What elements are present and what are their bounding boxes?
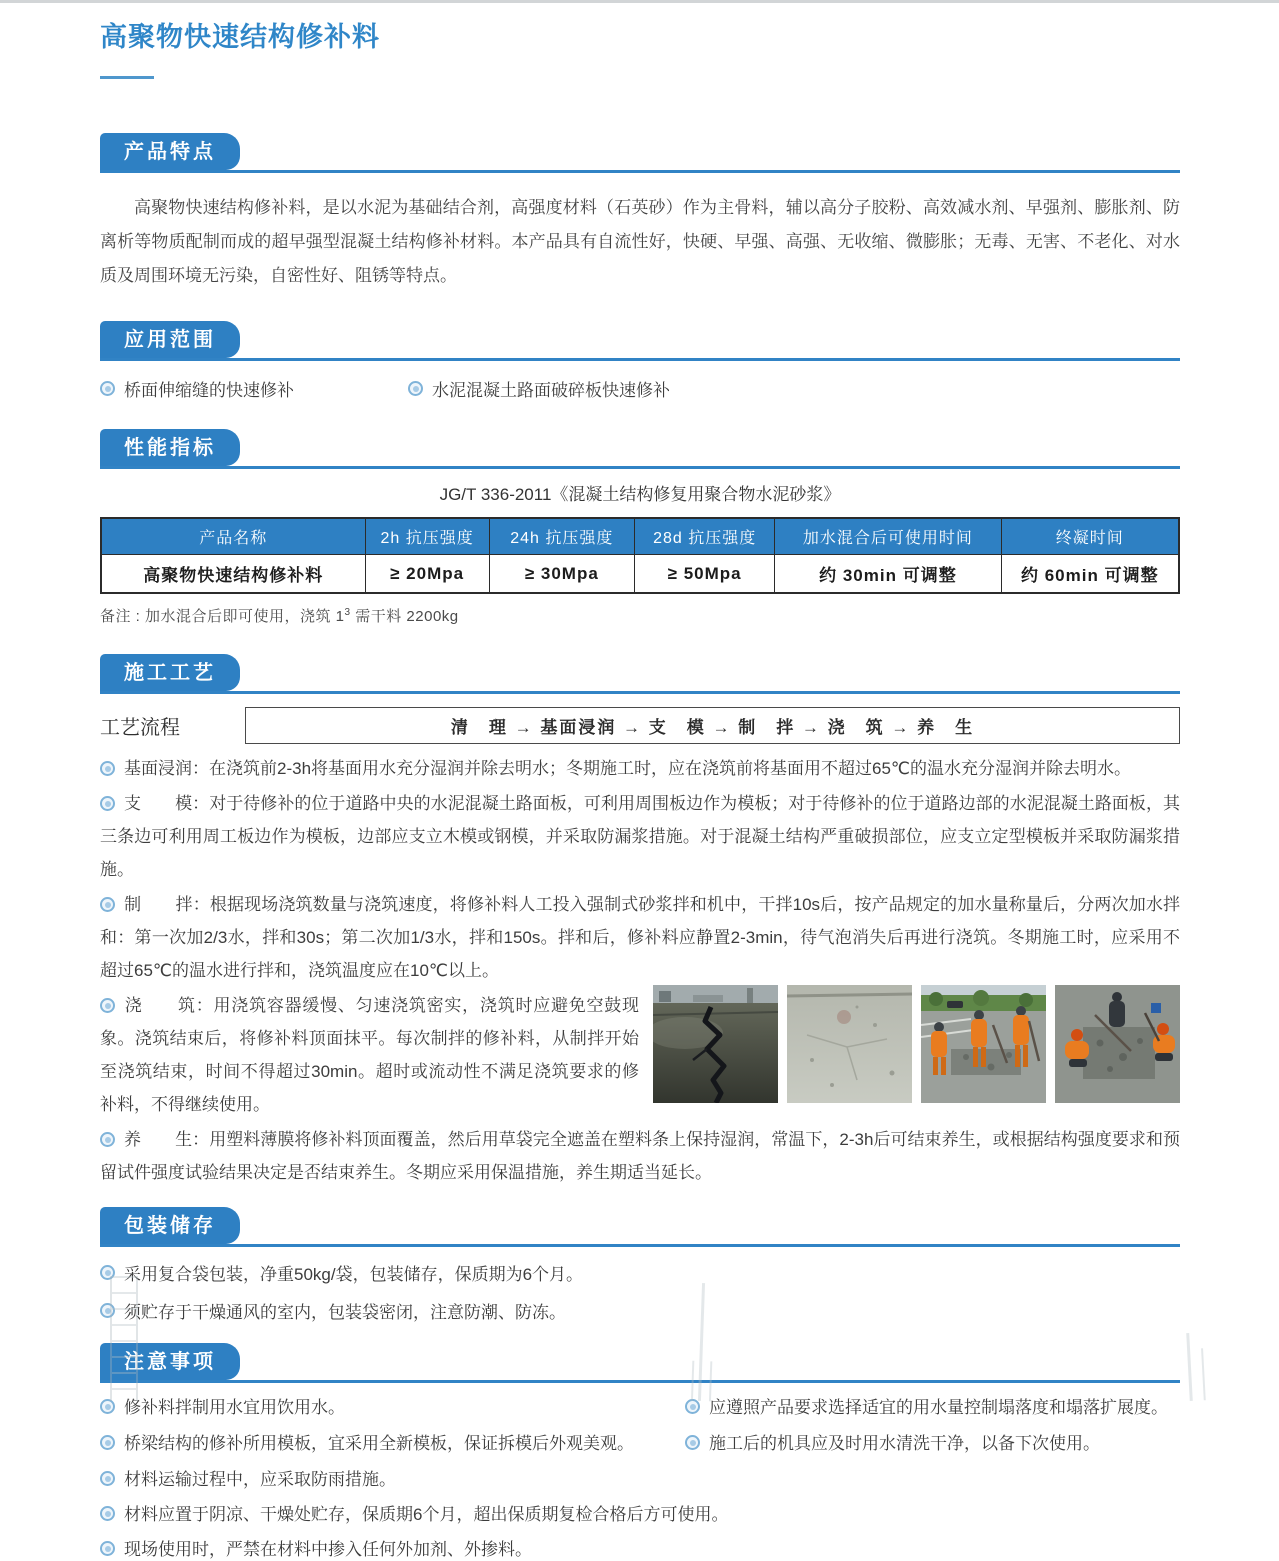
features-paragraph: 高聚物快速结构修补料，是以水泥为基础结合剂，高强度材料（石英砂）作为主骨料，辅以高分子胶粉、高效减水剂、早强剂、膨胀剂、防离析等物质配制而成的超早强型混凝土结构修补材料。本产品具有自流性好，快硬、早强、高强、无收缩、微膨胀；无毒、无害、不老化、对水质及周围环境无污染，自密性好、阻锈等特点。 [100,198,1180,285]
bullet-icon [685,1399,700,1414]
process-step [100,752,1180,785]
packaging-item [100,1260,1180,1285]
page-title: 高聚物快速结构修补料 [100,22,380,52]
bullet-icon [685,1435,700,1450]
process-step [100,1123,1180,1189]
table-header-row [101,518,1179,555]
bullet-icon [100,1265,115,1280]
process-step [100,787,1180,886]
site-photo-strip [653,985,1180,1103]
precaution-item [100,1504,1180,1526]
performance-table [100,517,1180,594]
process-flow-row [100,707,1180,744]
bullet-icon [100,381,115,396]
table-cell: 约 60min 可调整 [1001,555,1179,594]
bullet-icon [100,1435,115,1450]
packaging-item [100,1298,1180,1323]
section-head-performance [100,429,1180,469]
bullet-icon [100,1132,115,1147]
section-head-features [100,133,1180,173]
precaution-text: 施工后的机具应及时用水清洗干净，以备下次使用。 [709,1434,1100,1453]
table-footnote [100,605,1180,626]
table-header-cell: 加水混合后可使用时间 [775,518,1001,555]
section-tab-precautions: 注意事项 [100,1343,240,1380]
concrete-surface-photo [787,985,912,1103]
precaution-text: 桥梁结构的修补所用模板，宜采用全新模板，保证拆模后外观美观。 [124,1434,634,1453]
bullet-icon [100,1541,115,1556]
precaution-item [100,1469,685,1491]
bullet-icon [100,998,115,1013]
flow-sequence-box: 清 理 → 基面浸润 → 支 模 → 制 拌 → 浇 筑 → 养 生 [245,707,1180,744]
road-repair-crew-photo [921,985,1046,1103]
table-cell: 约 30min 可调整 [775,555,1001,594]
packaging-item-text: 须贮存于干燥通风的室内，包装袋密闭，注意防潮、防冻。 [124,1303,566,1322]
bullet-icon [100,1303,115,1318]
bullet-icon [408,381,423,396]
bullet-icon [100,1399,115,1414]
section-head-packaging [100,1207,1180,1247]
section-head-process [100,654,1180,694]
section-tab-applications: 应用范围 [100,321,240,358]
flow-label: 工艺流程 [100,717,180,739]
application-item-label: 水泥混凝土路面破碎板快速修补 [432,381,670,400]
footnote-superscript: 3 [344,607,351,618]
step-text: 制 拌：根据现场浇筑数量与浇筑速度，将修补料人工投入强制式砂浆拌和机中，干拌10s后，按产品规定的加水量称量后，分两次加水拌和：第一次加2/3水，拌和30s；第二次加1/3水，拌和150s。拌和后，修补料应静置2-3min，待气泡消失后再进行浇筑。冬期施工时，应采用不超过65℃的温水进行拌和，浇筑温度应在10℃以上。 [100,895,1180,980]
table-row [101,555,1179,594]
bullet-icon [100,1506,115,1521]
title-underline [100,76,154,79]
applications-list [100,376,1180,401]
document-page [100,0,1180,1561]
section-tab-performance: 性能指标 [100,429,240,466]
step-text: 浇 筑：用浇筑容器缓慢、匀速浇筑密实，浇筑时应避免空鼓现象。浇筑结束后，将修补料顶面抹平。每次制拌的修补料，从制拌开始至浇筑结束，时间不得超过30min。超时或流动性不满足浇筑要求的修补料，不得继续使用。 [100,996,639,1114]
page-top-edge [0,0,1279,3]
precaution-item [685,1397,1180,1419]
table-header-cell: 2h 抗压强度 [365,518,489,555]
table-cell: ≥ 30Mpa [489,555,635,594]
precaution-text: 修补料拌制用水宜用饮用水。 [124,1398,345,1417]
process-step [100,888,1180,987]
step-text: 养 生：用塑料薄膜将修补料顶面覆盖，然后用草袋完全遮盖在塑料条上保持湿润，常温下，2-3h后可结束养生，或根据结构强度要求和预留试件强度试验结果决定是否结束养生。冬期应采用保温措施，养生期适当延长。 [100,1130,1180,1182]
step-text: 基面浸润：在浇筑前2-3h将基面用水充分湿润并除去明水；冬期施工时，应在浇筑前将基面用不超过65℃的温水充分湿润并除去明水。 [124,759,1132,778]
application-item [408,376,670,401]
process-steps [100,752,1180,1189]
section-tab-process: 施工工艺 [100,654,240,691]
table-cell: ≥ 50Mpa [635,555,775,594]
table-header-cell: 终凝时间 [1001,518,1179,555]
precaution-text: 应遵照产品要求选择适宜的用水量控制塌落度和塌落扩展度。 [709,1398,1168,1417]
footnote-text: 需干料 2200kg [350,608,459,625]
application-item-label: 桥面伸缩缝的快速修补 [124,381,294,400]
precaution-text: 材料运输过程中，应采取防雨措施。 [124,1470,396,1489]
precaution-item [100,1539,1180,1561]
section-head-precautions [100,1343,1180,1383]
step-text: 支 模：对于待修补的位于道路中央的水泥混凝土路面板，可利用周围板边作为模板；对于待修补的位于道路边部的水泥混凝土路面板，其三条边可利用周工板边作为模板，边部应支立木模或钢模，并采取防漏浆措施。对于混凝土结构严重破损部位，应支立定型模板并采取防漏浆措施。 [100,794,1180,879]
cracked-pavement-photo [653,985,778,1103]
table-header-cell: 28d 抗压强度 [635,518,775,555]
table-header-cell: 24h 抗压强度 [489,518,635,555]
section-tab-packaging: 包装储存 [100,1207,240,1244]
watermark-pole [1186,1333,1193,1401]
application-item [100,376,408,401]
table-cell: 高聚物快速结构修补料 [101,555,365,594]
section-head-applications [100,321,1180,361]
table-cell: ≥ 20Mpa [365,555,489,594]
precaution-text: 材料应置于阴凉、干燥处贮存，保质期6个月，超出保质期复检合格后方可使用。 [124,1505,729,1524]
precaution-item [685,1433,1180,1455]
bullet-icon [100,897,115,912]
precaution-item [100,1397,685,1419]
precautions-grid [100,1383,1180,1491]
precaution-text: 现场使用时，严禁在材料中掺入任何外加剂、外掺料。 [124,1540,532,1559]
table-header-cell: 产品名称 [101,518,365,555]
bullet-icon [100,796,115,811]
packaging-item-text: 采用复合袋包装，净重50kg/袋，包装储存，保质期为6个月。 [124,1265,584,1284]
patch-finishing-photo [1055,985,1180,1103]
bullet-icon [100,761,115,776]
section-tab-features: 产品特点 [100,133,240,170]
precaution-item [100,1433,685,1455]
footnote-text: 备注 : 加水混合后即可使用，浇筑 1 [100,608,345,625]
standard-reference: JG/T 336-2011《混凝土结构修复用聚合物水泥砂浆》 [439,485,841,504]
bullet-icon [100,1471,115,1486]
